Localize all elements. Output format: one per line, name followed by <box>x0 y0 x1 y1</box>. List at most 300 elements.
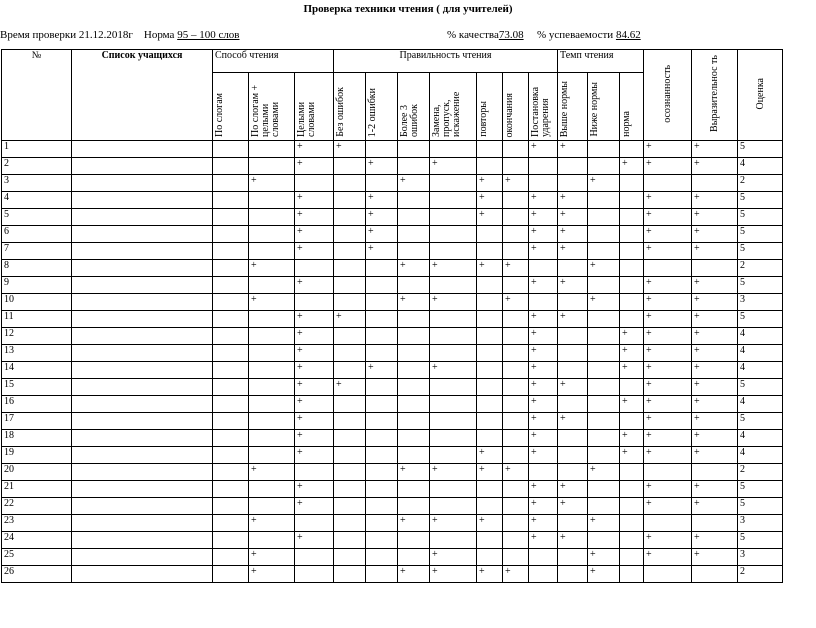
mark-cell <box>398 311 430 328</box>
mark-cell: + <box>430 515 477 532</box>
mark-cell <box>477 430 503 447</box>
mark-cell <box>213 345 249 362</box>
table-row <box>2 345 783 362</box>
mark-cell <box>398 396 430 413</box>
mark-cell <box>334 532 366 549</box>
mark-cell: + <box>295 362 334 379</box>
subheader-9: Постановка ударения <box>529 73 558 141</box>
row-number: 5 <box>2 209 72 226</box>
row-number: 25 <box>2 549 72 566</box>
mark-cell <box>295 464 334 481</box>
student-name-cell <box>72 413 213 430</box>
mark-cell <box>477 141 503 158</box>
table-row <box>2 413 783 430</box>
mark-cell <box>334 175 366 192</box>
grade-cell: 4 <box>738 328 783 345</box>
mark-cell <box>588 413 620 430</box>
mark-cell <box>620 209 644 226</box>
student-name-cell <box>72 175 213 192</box>
table-row <box>2 141 783 158</box>
mark-cell <box>558 260 588 277</box>
mark-cell: + <box>398 175 430 192</box>
mark-cell <box>430 209 477 226</box>
mark-cell <box>334 294 366 311</box>
mark-cell: + <box>477 447 503 464</box>
mark-cell <box>398 413 430 430</box>
mark-cell: + <box>558 481 588 498</box>
mark-cell <box>398 141 430 158</box>
grade-cell: 5 <box>738 192 783 209</box>
mark-cell: + <box>692 447 738 464</box>
row-number: 8 <box>2 260 72 277</box>
row-number: 18 <box>2 430 72 447</box>
mark-cell <box>503 481 529 498</box>
mark-cell <box>477 277 503 294</box>
mark-cell <box>620 515 644 532</box>
mark-cell <box>249 396 295 413</box>
table-row <box>2 532 783 549</box>
grade-cell: 5 <box>738 226 783 243</box>
table-row <box>2 515 783 532</box>
mark-cell <box>334 566 366 583</box>
mark-cell: + <box>295 141 334 158</box>
mark-cell <box>398 430 430 447</box>
mark-cell: + <box>295 226 334 243</box>
mark-cell <box>213 481 249 498</box>
subheader-5: Более 3 ошибок <box>398 73 430 141</box>
mark-cell <box>249 447 295 464</box>
mark-cell <box>334 243 366 260</box>
mark-cell <box>620 294 644 311</box>
mark-cell <box>503 141 529 158</box>
mark-cell <box>213 566 249 583</box>
table-row <box>2 311 783 328</box>
mark-cell <box>430 277 477 294</box>
student-name-cell <box>72 464 213 481</box>
mark-cell <box>213 396 249 413</box>
mark-cell: + <box>366 209 398 226</box>
mark-cell: + <box>529 226 558 243</box>
mark-cell <box>295 175 334 192</box>
mark-cell: + <box>558 141 588 158</box>
mark-cell: + <box>295 192 334 209</box>
mark-cell: + <box>644 498 692 515</box>
row-number: 19 <box>2 447 72 464</box>
mark-cell <box>558 447 588 464</box>
mark-cell: + <box>366 192 398 209</box>
mark-cell: + <box>366 226 398 243</box>
table-row <box>2 226 783 243</box>
table-row <box>2 481 783 498</box>
grade-cell: 4 <box>738 447 783 464</box>
grade-cell: 5 <box>738 277 783 294</box>
mark-cell: + <box>503 260 529 277</box>
mark-cell <box>430 379 477 396</box>
subheader-3: Без ошибок <box>334 73 366 141</box>
mark-cell: + <box>295 532 334 549</box>
mark-cell <box>398 532 430 549</box>
mark-cell <box>249 226 295 243</box>
mark-cell <box>366 396 398 413</box>
mark-cell <box>430 243 477 260</box>
mark-cell: + <box>644 243 692 260</box>
mark-cell: + <box>398 566 430 583</box>
mark-cell <box>477 158 503 175</box>
mark-cell <box>295 294 334 311</box>
mark-cell <box>249 430 295 447</box>
mark-cell <box>503 362 529 379</box>
mark-cell <box>529 175 558 192</box>
mark-cell <box>588 192 620 209</box>
mark-cell: + <box>295 430 334 447</box>
mark-cell <box>249 413 295 430</box>
mark-cell: + <box>295 413 334 430</box>
mark-cell: + <box>620 447 644 464</box>
mark-cell <box>366 566 398 583</box>
mark-cell: + <box>644 328 692 345</box>
mark-cell <box>366 481 398 498</box>
mark-cell <box>558 515 588 532</box>
mark-cell <box>503 498 529 515</box>
mark-cell <box>334 362 366 379</box>
table-row <box>2 464 783 481</box>
mark-cell <box>644 464 692 481</box>
mark-cell <box>588 277 620 294</box>
mark-cell: + <box>529 345 558 362</box>
mark-cell <box>503 328 529 345</box>
mark-cell: + <box>692 481 738 498</box>
mark-cell <box>213 549 249 566</box>
mark-cell <box>620 141 644 158</box>
mark-cell <box>430 532 477 549</box>
mark-cell: + <box>295 209 334 226</box>
grade-cell: 2 <box>738 260 783 277</box>
mark-cell <box>366 413 398 430</box>
mark-cell <box>529 549 558 566</box>
table-row <box>2 260 783 277</box>
mark-cell: + <box>529 328 558 345</box>
mark-cell <box>366 175 398 192</box>
mark-cell <box>398 192 430 209</box>
mark-cell: + <box>334 379 366 396</box>
mark-cell: + <box>249 566 295 583</box>
mark-cell <box>334 498 366 515</box>
mark-cell <box>249 498 295 515</box>
mark-cell: + <box>692 396 738 413</box>
mark-cell: + <box>692 277 738 294</box>
mark-cell <box>213 413 249 430</box>
mark-cell: + <box>644 294 692 311</box>
norm-label: Норма <box>143 29 175 41</box>
mark-cell: + <box>644 549 692 566</box>
table-row <box>2 158 783 175</box>
mark-cell: + <box>692 158 738 175</box>
table-row <box>2 175 783 192</box>
mark-cell: + <box>529 515 558 532</box>
mark-cell <box>588 209 620 226</box>
mark-cell <box>503 447 529 464</box>
mark-cell <box>398 549 430 566</box>
mark-cell: + <box>588 515 620 532</box>
mark-cell <box>588 430 620 447</box>
mark-cell <box>503 209 529 226</box>
table-row <box>2 209 783 226</box>
mark-cell <box>366 430 398 447</box>
mark-cell <box>430 447 477 464</box>
mark-cell <box>249 209 295 226</box>
mark-cell: + <box>644 379 692 396</box>
header-grade: Оценка <box>738 50 783 141</box>
mark-cell <box>366 345 398 362</box>
grade-cell: 2 <box>738 566 783 583</box>
mark-cell <box>558 345 588 362</box>
mark-cell: + <box>588 260 620 277</box>
mark-cell: + <box>588 175 620 192</box>
mark-cell <box>249 328 295 345</box>
mark-cell <box>588 345 620 362</box>
mark-cell: + <box>644 430 692 447</box>
mark-cell <box>334 447 366 464</box>
mark-cell <box>295 260 334 277</box>
row-number: 16 <box>2 396 72 413</box>
mark-cell <box>620 226 644 243</box>
mark-cell <box>334 345 366 362</box>
mark-cell: + <box>558 243 588 260</box>
grade-cell: 5 <box>738 243 783 260</box>
mark-cell: + <box>644 192 692 209</box>
mark-cell <box>588 447 620 464</box>
student-name-cell <box>72 447 213 464</box>
mark-cell: + <box>529 277 558 294</box>
mark-cell <box>334 430 366 447</box>
mark-cell: + <box>366 158 398 175</box>
mark-cell <box>477 498 503 515</box>
mark-cell <box>558 294 588 311</box>
mark-cell <box>503 515 529 532</box>
mark-cell: + <box>692 549 738 566</box>
page-title: Проверка техники чтения ( для учителей) <box>303 3 513 15</box>
row-number: 1 <box>2 141 72 158</box>
mark-cell: + <box>249 464 295 481</box>
mark-cell: + <box>295 481 334 498</box>
mark-cell: + <box>644 413 692 430</box>
mark-cell <box>503 226 529 243</box>
row-number: 17 <box>2 413 72 430</box>
mark-cell: + <box>503 464 529 481</box>
mark-cell <box>588 328 620 345</box>
mark-cell: + <box>620 345 644 362</box>
header-expressive: Выразительнос ть <box>692 50 738 141</box>
mark-cell <box>366 549 398 566</box>
student-name-cell <box>72 260 213 277</box>
row-number: 3 <box>2 175 72 192</box>
mark-cell <box>366 328 398 345</box>
mark-cell <box>213 260 249 277</box>
mark-cell: + <box>398 464 430 481</box>
subheader-6: Замена, пропуск, искажение <box>430 73 477 141</box>
row-number: 6 <box>2 226 72 243</box>
subheader-2: Целыми словами <box>295 73 334 141</box>
grade-cell: 3 <box>738 549 783 566</box>
student-name-cell <box>72 328 213 345</box>
mark-cell <box>213 209 249 226</box>
mark-cell <box>249 192 295 209</box>
mark-cell: + <box>692 192 738 209</box>
mark-cell <box>398 277 430 294</box>
mark-cell <box>398 498 430 515</box>
subheader-4: 1-2 ошибки <box>366 73 398 141</box>
row-number: 14 <box>2 362 72 379</box>
mark-cell: + <box>249 515 295 532</box>
subheader-0: По слогам <box>213 73 249 141</box>
mark-cell <box>366 379 398 396</box>
norm-value: 95 – 100 слов <box>177 29 240 41</box>
mark-cell <box>503 277 529 294</box>
mark-cell: + <box>558 498 588 515</box>
row-number: 26 <box>2 566 72 583</box>
mark-cell <box>430 498 477 515</box>
mark-cell <box>503 243 529 260</box>
mark-cell <box>366 515 398 532</box>
mark-cell: + <box>430 549 477 566</box>
mark-cell <box>558 328 588 345</box>
grade-cell: 5 <box>738 141 783 158</box>
mark-cell <box>249 345 295 362</box>
mark-cell <box>477 243 503 260</box>
student-name-cell <box>72 515 213 532</box>
grade-cell: 5 <box>738 209 783 226</box>
mark-cell <box>588 158 620 175</box>
header-num: № <box>2 50 72 141</box>
mark-cell: + <box>692 345 738 362</box>
mark-cell <box>620 260 644 277</box>
mark-cell: + <box>249 175 295 192</box>
mark-cell: + <box>588 566 620 583</box>
grade-cell: 5 <box>738 532 783 549</box>
mark-cell <box>249 158 295 175</box>
mark-cell: + <box>692 209 738 226</box>
mark-cell <box>213 532 249 549</box>
subheader-8: окончания <box>503 73 529 141</box>
mark-cell: + <box>503 294 529 311</box>
mark-cell <box>620 192 644 209</box>
mark-cell: + <box>558 413 588 430</box>
mark-cell: + <box>620 328 644 345</box>
row-number: 24 <box>2 532 72 549</box>
mark-cell: + <box>529 396 558 413</box>
mark-cell: + <box>529 413 558 430</box>
student-name-cell <box>72 379 213 396</box>
mark-cell: + <box>588 294 620 311</box>
mark-cell <box>558 566 588 583</box>
mark-cell <box>644 260 692 277</box>
mark-cell <box>334 549 366 566</box>
mark-cell: + <box>503 566 529 583</box>
row-number: 22 <box>2 498 72 515</box>
mark-cell: + <box>398 515 430 532</box>
mark-cell: + <box>558 226 588 243</box>
mark-cell <box>213 498 249 515</box>
mark-cell <box>529 464 558 481</box>
mark-cell <box>620 532 644 549</box>
mark-cell <box>430 328 477 345</box>
mark-cell: + <box>644 226 692 243</box>
mark-cell: + <box>295 379 334 396</box>
mark-cell <box>430 175 477 192</box>
mark-cell: + <box>430 294 477 311</box>
mark-cell <box>213 447 249 464</box>
mark-cell <box>213 294 249 311</box>
mark-cell: + <box>644 311 692 328</box>
mark-cell <box>295 549 334 566</box>
mark-cell: + <box>295 328 334 345</box>
quality-label: % качества <box>447 29 499 41</box>
mark-cell: + <box>529 379 558 396</box>
mark-cell <box>249 277 295 294</box>
mark-cell <box>213 175 249 192</box>
mark-cell: + <box>249 549 295 566</box>
mark-cell <box>398 379 430 396</box>
mark-cell: + <box>620 396 644 413</box>
success-value: 84.62 <box>615 29 641 41</box>
mark-cell <box>558 396 588 413</box>
mark-cell: + <box>558 277 588 294</box>
table-row <box>2 294 783 311</box>
mark-cell: + <box>295 158 334 175</box>
mark-cell: + <box>249 260 295 277</box>
mark-cell <box>477 413 503 430</box>
mark-cell: + <box>692 141 738 158</box>
mark-cell <box>620 549 644 566</box>
mark-cell <box>430 141 477 158</box>
grade-cell: 5 <box>738 413 783 430</box>
mark-cell <box>430 430 477 447</box>
mark-cell <box>620 566 644 583</box>
mark-cell: + <box>529 141 558 158</box>
mark-cell <box>477 362 503 379</box>
header-method: Способ чтения <box>213 50 334 73</box>
mark-cell: + <box>477 209 503 226</box>
student-name-cell <box>72 566 213 583</box>
mark-cell: + <box>477 192 503 209</box>
student-name-cell <box>72 481 213 498</box>
mark-cell: + <box>692 311 738 328</box>
mark-cell <box>366 277 398 294</box>
mark-cell <box>692 175 738 192</box>
mark-cell <box>558 549 588 566</box>
mark-cell <box>430 226 477 243</box>
mark-cell <box>430 311 477 328</box>
mark-cell <box>334 328 366 345</box>
mark-cell: + <box>334 141 366 158</box>
student-name-cell <box>72 311 213 328</box>
mark-cell: + <box>558 379 588 396</box>
student-name-cell <box>72 396 213 413</box>
mark-cell: + <box>644 447 692 464</box>
table-row <box>2 362 783 379</box>
mark-cell <box>503 192 529 209</box>
mark-cell <box>529 260 558 277</box>
mark-cell <box>503 345 529 362</box>
mark-cell <box>620 379 644 396</box>
table-row <box>2 498 783 515</box>
mark-cell: + <box>558 311 588 328</box>
mark-cell <box>334 277 366 294</box>
student-name-cell <box>72 430 213 447</box>
mark-cell <box>249 141 295 158</box>
grade-cell: 4 <box>738 396 783 413</box>
mark-cell: + <box>692 379 738 396</box>
